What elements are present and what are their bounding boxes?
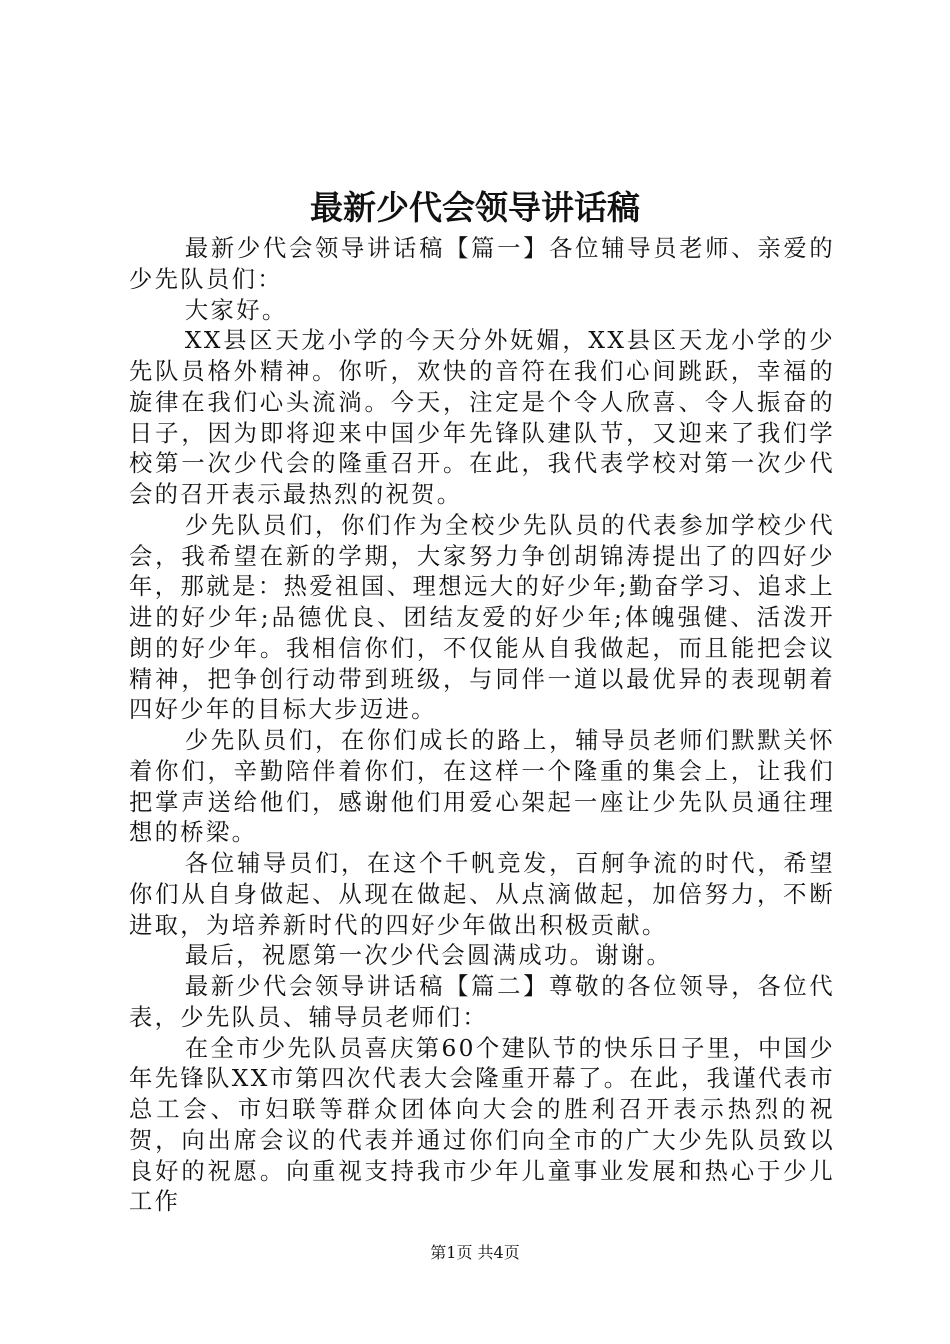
paragraph: 少先队员们，你们作为全校少先队员的代表参加学校少代会，我希望在新的学期，大家努力争创胡锦涛提出了的四好少年，那就是：热爱祖国、理想远大的好少年;勤奋学习、追求上进的好少年;品德优良、团结友爱的好少年;体魄强健、活泼开朗的好少年。我相信你们，不仅能从自我做起，而且能把会议精神，把争创行动带到班级，与同伴一道以最优异的表现朝着四好少年的目标大步迈进。 xyxy=(129,511,835,724)
paragraph: 最新少代会领导讲话稿【篇一】各位辅导员老师、亲爱的少先队员们： xyxy=(129,235,835,293)
document-title: 最新少代会领导讲话稿 xyxy=(310,188,640,227)
paragraph: XX县区天龙小学的今天分外妩媚，XX县区天龙小学的少先队员格外精神。你听，欢快的音符在我们心间跳跃，幸福的旋律在我们心头流淌。今天，注定是个令人欣喜、令人振奋的日子，因为即将迎来中国少年先锋队建队节，又迎来了我们学校第一次少代会的隆重召开。在此，我代表学校对第一次少代会的召开表示最热烈的祝贺。 xyxy=(129,327,835,508)
document-body xyxy=(129,234,835,1218)
paragraph: 大家好。 xyxy=(184,296,288,324)
paragraph: 少先队员们，在你们成长的路上，辅导员老师们默默关怀着你们，辛勤陪伴着你们，在这样一个隆重的集会上，让我们把掌声送给他们，感谢他们用爱心架起一座让少先队员通往理想的桥梁。 xyxy=(129,727,835,847)
paragraph: 最后，祝愿第一次少代会圆满成功。谢谢。 xyxy=(184,942,673,970)
paragraph: 最新少代会领导讲话稿【篇二】尊敬的各位领导，各位代表，少先队员、辅导员老师们： xyxy=(129,973,835,1031)
paragraph: 各位辅导员们，在这个千帆竞发，百舸争流的时代，希望你们从自身做起、从现在做起、从点滴做起，加倍努力，不断进取，为培养新时代的四好少年做出积极贡献。 xyxy=(129,850,835,939)
paragraph: 在全市少先队员喜庆第60个建队节的快乐日子里，中国少年先锋队XX市第四次代表大会隆重开幕了。在此，我谨代表市总工会、市妇联等群众团体向大会的胜利召开表示热烈的祝贺，向出席会议的代表并通过你们向全市的广大少先队员致以良好的祝愿。向重视支持我市少年儿童事业发展和热心于少儿工作 xyxy=(129,1034,835,1216)
page-footer: 第1页 共4页 xyxy=(430,1243,520,1262)
